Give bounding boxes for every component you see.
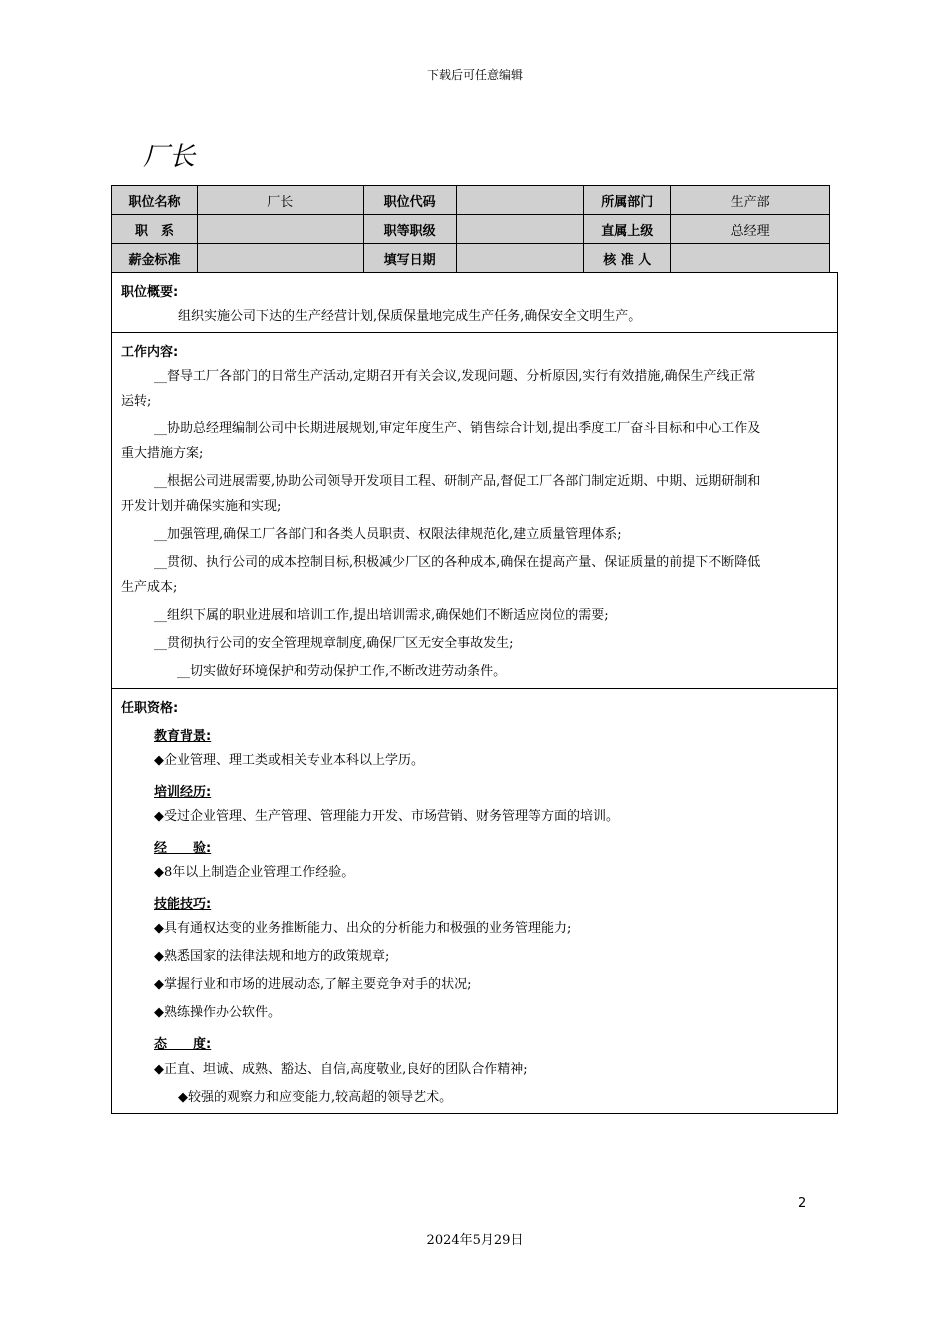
- table-row: [112, 244, 830, 273]
- label-job-family: 职 系: [112, 215, 198, 244]
- value-position-code: [456, 186, 584, 215]
- value-supervisor: 总经理: [671, 215, 830, 244]
- duties-heading: 工作内容:: [121, 345, 179, 360]
- attitude-label: 态 度:: [154, 1037, 212, 1052]
- summary-heading: 职位概要:: [121, 285, 179, 300]
- duty-line: 运转;: [121, 394, 152, 409]
- label-grade: 职等职级: [363, 215, 456, 244]
- label-position-code: 职位代码: [363, 186, 456, 215]
- position-info-table: [111, 185, 830, 273]
- experience-text: ◆8年以上制造企业管理工作经验。: [154, 865, 355, 880]
- skill-item: ◆熟练操作办公软件。: [154, 1005, 281, 1020]
- attitude-item: ◆较强的观察力和应变能力,较高超的领导艺术。: [178, 1090, 453, 1105]
- value-job-family: [197, 215, 363, 244]
- skill-item: ◆具有通权达变的业务推断能力、出众的分析能力和极强的业务管理能力;: [154, 921, 572, 936]
- education-label: 教育背景:: [154, 729, 212, 744]
- training-text: ◆受过企业管理、生产管理、管理能力开发、市场营销、财务管理等方面的培训。: [154, 809, 619, 824]
- duty-line: 重大措施方案;: [121, 446, 204, 461]
- table-row: [112, 215, 830, 244]
- label-approver: 核 准 人: [584, 244, 671, 273]
- label-salary: 薪金标准: [112, 244, 198, 273]
- training-label: 培训经历:: [154, 785, 212, 800]
- table-row: [112, 186, 830, 215]
- label-department: 所属部门: [584, 186, 671, 215]
- skill-item: ◆掌握行业和市场的进展动态,了解主要竞争对手的状况;: [154, 977, 472, 992]
- qualifications-section: [111, 688, 838, 1114]
- duty-line: 开发计划并确保实施和实现;: [121, 499, 282, 514]
- page-number: 2: [798, 1196, 807, 1211]
- duty-line: __根据公司进展需要,协助公司领导开发项目工程、研制产品,督促工厂各部门制定近期、中期、远期研制和: [154, 474, 761, 489]
- value-position-name: 厂长: [197, 186, 363, 215]
- duties-section: [111, 332, 838, 689]
- value-department: 生产部: [671, 186, 830, 215]
- value-fill-date: [456, 244, 584, 273]
- skill-item: ◆熟悉国家的法律法规和地方的政策规章;: [154, 949, 390, 964]
- label-supervisor: 直属上级: [584, 215, 671, 244]
- summary-text: 组织实施公司下达的生产经营计划,保质保量地完成生产任务,确保安全文明生产。: [178, 309, 642, 324]
- label-position-name: 职位名称: [112, 186, 198, 215]
- attitude-item: ◆正直、坦诚、成熟、豁达、自信,高度敬业,良好的团队合作精神;: [154, 1062, 528, 1077]
- duty-line: 生产成本;: [121, 580, 178, 595]
- footer-date: 2024年5月29日: [426, 1233, 524, 1248]
- skills-label: 技能技巧:: [154, 897, 212, 912]
- value-grade: [456, 215, 584, 244]
- duty-line: __组织下属的职业进展和培训工作,提出培训需求,确保她们不断适应岗位的需要;: [154, 608, 609, 623]
- summary-section: [111, 272, 838, 333]
- experience-label: 经 验:: [154, 841, 212, 856]
- duty-line: __协助总经理编制公司中长期进展规划,审定年度生产、销售综合计划,提出季度工厂奋斗目标和中心工作及: [154, 421, 761, 436]
- duty-line: __切实做好环境保护和劳动保护工作,不断改进劳动条件。: [177, 664, 507, 679]
- duty-line: __贯彻执行公司的安全管理规章制度,确保厂区无安全事故发生;: [154, 636, 514, 651]
- value-salary: [197, 244, 363, 273]
- qualifications-heading: 任职资格:: [121, 701, 179, 716]
- education-text: ◆企业管理、理工类或相关专业本科以上学历。: [154, 753, 424, 768]
- duty-line: __贯彻、执行公司的成本控制目标,积极减少厂区的各种成本,确保在提高产量、保证质量的前提下不断降低: [154, 555, 761, 570]
- duty-line: __督导工厂各部门的日常生产活动,定期召开有关会议,发现问题、分析原因,实行有效措施,确保生产线正常: [154, 369, 756, 384]
- value-approver: [671, 244, 830, 273]
- duty-line: __加强管理,确保工厂各部门和各类人员职责、权限法律规范化,建立质量管理体系;: [154, 527, 622, 542]
- header-note: 下载后可任意编辑: [426, 68, 523, 82]
- label-fill-date: 填写日期: [363, 244, 456, 273]
- page-title: 厂长: [143, 142, 196, 172]
